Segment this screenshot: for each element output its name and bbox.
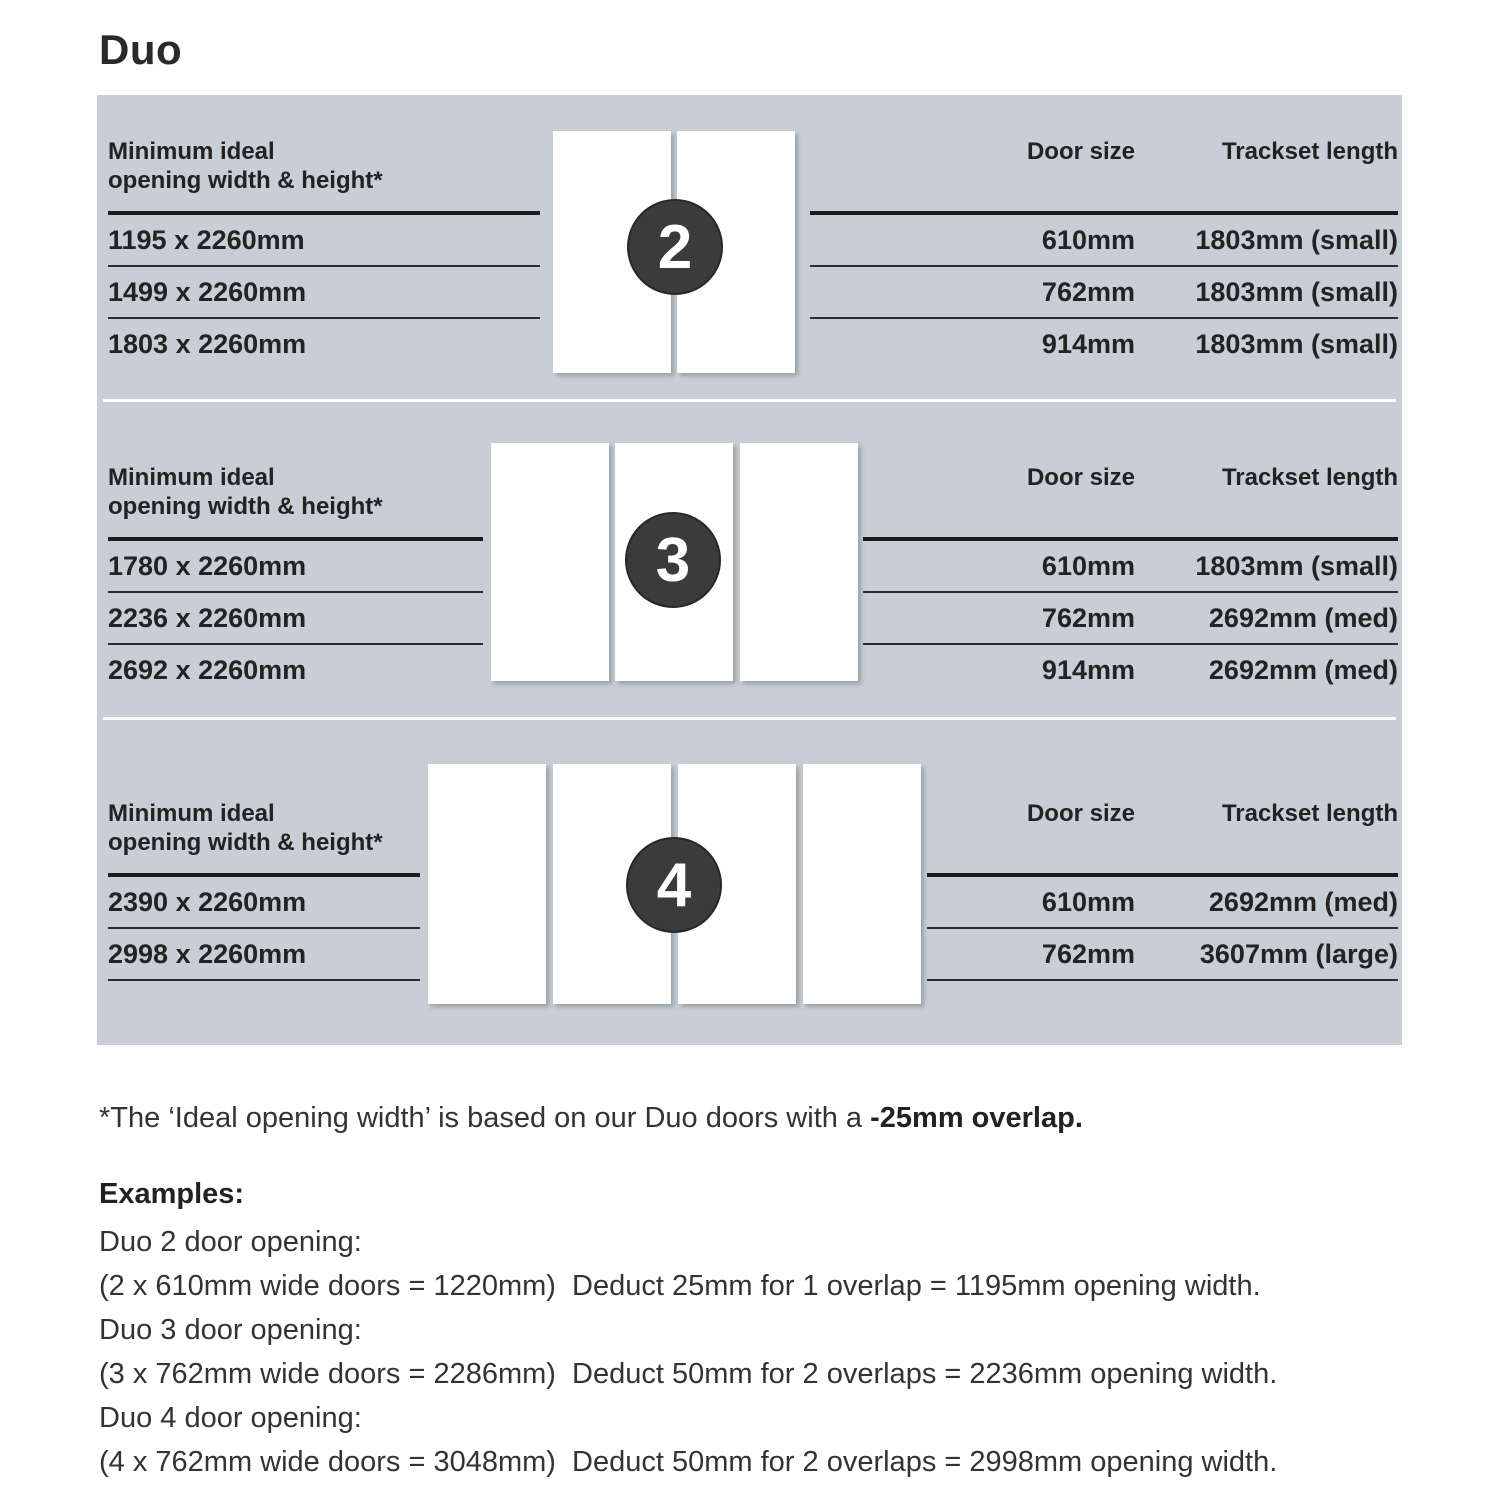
opening-header-line2: opening width & height* — [108, 829, 383, 856]
door-size-value: 914mm — [1041, 654, 1135, 685]
door-size-value: 914mm — [1041, 328, 1135, 359]
trackset-value: 2692mm (med) — [1208, 654, 1398, 685]
opening-row — [108, 541, 483, 593]
opening-row — [108, 267, 540, 319]
door-size-header: Door size — [1026, 138, 1135, 165]
size-row — [810, 215, 1398, 267]
size-column-header — [810, 137, 1398, 166]
door-size-header: Door size — [1026, 800, 1135, 827]
size-row — [810, 267, 1398, 319]
opening-header — [108, 137, 540, 195]
trackset-value: 2692mm (med) — [1208, 602, 1398, 633]
footnote-bold-text: -25mm overlap. — [870, 1102, 1083, 1134]
door-count-badge — [626, 837, 722, 933]
opening-header — [108, 799, 420, 857]
opening-column — [108, 137, 540, 369]
door-size-header: Door size — [1026, 464, 1135, 491]
section-divider — [103, 717, 1396, 720]
door-size-value: 610mm — [1041, 224, 1135, 255]
example-line: Duo 3 door opening: — [99, 1314, 362, 1346]
trackset-value: 2692mm (med) — [1208, 886, 1398, 917]
trackset-value: 1803mm (small) — [1195, 328, 1398, 359]
trackset-value: 1803mm (small) — [1195, 550, 1398, 581]
opening-value: 2692 x 2260mm — [108, 654, 307, 685]
door-size-value: 762mm — [1041, 276, 1135, 307]
example-line: (3 x 762mm wide doors = 2286mm) Deduct 50mm for 2 overlaps = 2236mm opening width. — [99, 1358, 1278, 1390]
opening-value: 2998 x 2260mm — [108, 938, 307, 969]
opening-header-line1: Minimum ideal — [108, 800, 275, 827]
example-line: Duo 4 door opening: — [99, 1402, 362, 1434]
opening-column — [108, 463, 483, 695]
section-divider — [103, 399, 1396, 402]
example-line: (4 x 762mm wide doors = 3048mm) Deduct 50mm for 2 overlaps = 2998mm opening width. — [99, 1446, 1278, 1478]
opening-value: 2390 x 2260mm — [108, 886, 307, 917]
door-panel — [491, 443, 609, 681]
duo-3-section — [97, 403, 1402, 718]
examples-heading: Examples: — [99, 1178, 245, 1210]
opening-header-line2: opening width & height* — [108, 493, 383, 520]
opening-header — [108, 463, 483, 521]
opening-header-line1: Minimum ideal — [108, 464, 275, 491]
opening-value: 2236 x 2260mm — [108, 602, 307, 633]
size-row — [927, 929, 1398, 981]
size-column — [927, 799, 1398, 981]
size-column-header — [927, 799, 1398, 828]
examples-block — [99, 1176, 1277, 1484]
opening-value: 1803 x 2260mm — [108, 328, 307, 359]
opening-row — [108, 645, 483, 695]
opening-header-line2: opening width & height* — [108, 167, 383, 194]
door-size-value: 762mm — [1041, 602, 1135, 633]
opening-value: 1499 x 2260mm — [108, 276, 307, 307]
door-panel — [740, 443, 858, 681]
example-line: Duo 2 door opening: — [99, 1226, 362, 1258]
trackset-value: 1803mm (small) — [1195, 224, 1398, 255]
door-count: 3 — [655, 525, 691, 595]
opening-column — [108, 799, 420, 981]
trackset-value: 3607mm (large) — [1199, 938, 1398, 969]
opening-row — [108, 929, 420, 981]
size-row — [863, 593, 1398, 645]
size-column — [810, 137, 1398, 369]
duo-4-section — [97, 721, 1402, 1045]
size-row — [810, 319, 1398, 369]
size-row — [863, 645, 1398, 695]
size-column-header — [863, 463, 1398, 492]
trackset-header: Trackset length — [1221, 464, 1398, 491]
footnote — [99, 1102, 1083, 1135]
door-count: 4 — [656, 850, 692, 920]
size-row — [863, 541, 1398, 593]
door-size-value: 610mm — [1041, 550, 1135, 581]
opening-row — [108, 215, 540, 267]
opening-row — [108, 593, 483, 645]
door-panel — [803, 764, 921, 1004]
size-row — [927, 877, 1398, 929]
example-line: (2 x 610mm wide doors = 1220mm) Deduct 25mm for 1 overlap = 1195mm opening width. — [99, 1270, 1261, 1302]
page-title: Duo — [99, 26, 183, 73]
opening-value: 1780 x 2260mm — [108, 550, 307, 581]
opening-value: 1195 x 2260mm — [108, 224, 305, 255]
door-count: 2 — [657, 212, 693, 282]
duo-2-section — [97, 95, 1402, 400]
trackset-value: 1803mm (small) — [1195, 276, 1398, 307]
door-count-badge — [625, 512, 721, 608]
opening-row — [108, 877, 420, 929]
trackset-header: Trackset length — [1221, 800, 1398, 827]
trackset-header: Trackset length — [1221, 138, 1398, 165]
door-count-badge — [627, 199, 723, 295]
footnote-text: *The ‘Ideal opening width’ is based on our Duo doors with a — [99, 1102, 871, 1134]
size-column — [863, 463, 1398, 695]
opening-row — [108, 319, 540, 369]
duo-size-panel — [97, 95, 1402, 1045]
door-panel — [428, 764, 546, 1004]
door-size-value: 610mm — [1041, 886, 1135, 917]
door-size-value: 762mm — [1041, 938, 1135, 969]
opening-header-line1: Minimum ideal — [108, 138, 275, 165]
